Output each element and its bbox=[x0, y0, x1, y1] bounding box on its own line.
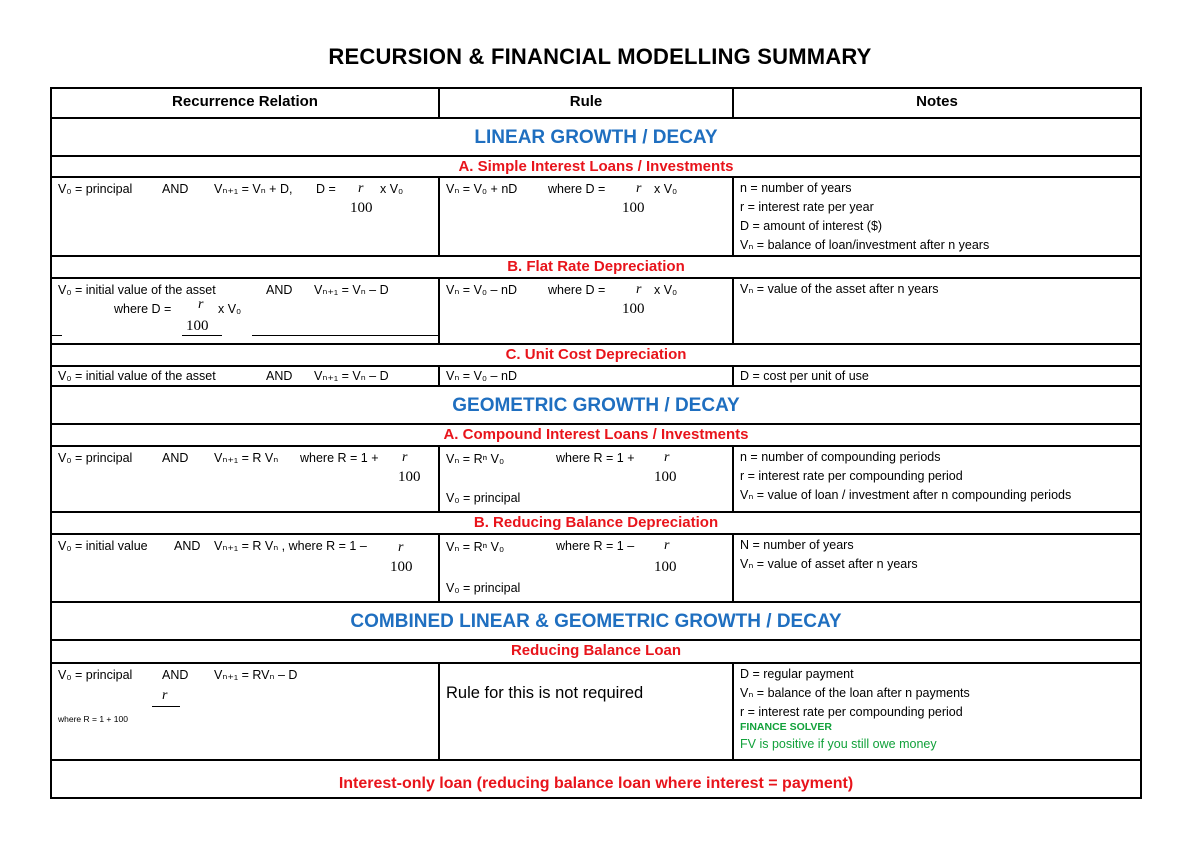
rule-r: r bbox=[664, 450, 670, 465]
relation-x-v0: x V₀ bbox=[218, 302, 242, 316]
relation-recurrence: Vₙ₊₁ = R Vₙ , where R = 1 – bbox=[214, 539, 367, 553]
note-line: Vₙ = balance of loan/investment after n years bbox=[740, 238, 990, 252]
interest-only-heading: Interest-only loan (reducing balance loan where interest = payment) bbox=[338, 775, 854, 792]
reducing-balance-loan-rule bbox=[438, 664, 732, 759]
rule-formula: Vₙ = Rⁿ V₀ bbox=[446, 452, 505, 466]
relation-v0: V₀ = principal bbox=[58, 182, 133, 196]
relation-r: r bbox=[162, 688, 168, 703]
relation-r: r bbox=[398, 540, 404, 555]
reducing-balance-heading-row bbox=[52, 511, 1140, 533]
flat-rate-notes bbox=[732, 279, 1140, 343]
relation-100: 100 bbox=[398, 469, 421, 485]
compound-interest-row bbox=[52, 445, 1140, 511]
flat-rate-relation bbox=[52, 279, 438, 343]
rule-formula: Vₙ = V₀ – nD bbox=[446, 283, 517, 297]
unit-cost-notes bbox=[732, 367, 1140, 385]
header-recurrence-relation: Recurrence Relation bbox=[172, 93, 318, 110]
relation-r: r bbox=[358, 181, 364, 196]
rule-100: 100 bbox=[622, 301, 645, 317]
compound-interest-notes bbox=[732, 447, 1140, 511]
rule-formula: Vₙ = Rⁿ V₀ bbox=[446, 540, 505, 554]
simple-interest-heading-row bbox=[52, 155, 1140, 176]
relation-d-equals: D = bbox=[316, 182, 336, 196]
simple-interest-notes bbox=[732, 178, 1140, 255]
flat-rate-row bbox=[52, 277, 1140, 343]
rule-v0-principal: V₀ = principal bbox=[446, 491, 521, 505]
page-title: RECURSION & FINANCIAL MODELLING SUMMARY bbox=[328, 44, 872, 69]
relation-and: AND bbox=[174, 539, 201, 553]
interest-only-row bbox=[52, 759, 1140, 799]
rule-where: where D = bbox=[548, 182, 606, 196]
rule-not-required: Rule for this is not required bbox=[446, 684, 644, 702]
simple-interest-heading: A. Simple Interest Loans / Investments bbox=[458, 158, 734, 175]
compound-interest-rule bbox=[438, 447, 732, 511]
rule-100: 100 bbox=[654, 469, 677, 485]
rule-where: where D = bbox=[548, 283, 606, 297]
relation-and: AND bbox=[266, 283, 293, 297]
relation-and: AND bbox=[162, 182, 189, 196]
table-header-row bbox=[52, 89, 1140, 117]
finance-solver-label: FINANCE SOLVER bbox=[740, 721, 832, 733]
relation-100: 100 bbox=[186, 318, 209, 334]
note-line: n = number of years bbox=[740, 181, 852, 195]
flat-rate-heading-row bbox=[52, 255, 1140, 277]
fv-note: FV is positive if you still owe money bbox=[740, 737, 937, 751]
rule-line bbox=[252, 335, 438, 336]
simple-interest-row bbox=[52, 176, 1140, 255]
relation-v0: V₀ = principal bbox=[58, 668, 133, 682]
note-line: r = interest rate per compounding period bbox=[740, 469, 963, 483]
relation-100: 100 bbox=[350, 200, 373, 216]
reducing-balance-loan-notes bbox=[732, 664, 1140, 759]
relation-x-v0: x V₀ bbox=[380, 182, 404, 196]
note-line: D = amount of interest ($) bbox=[740, 219, 883, 233]
simple-interest-rule bbox=[438, 178, 732, 255]
relation-v0: V₀ = principal bbox=[58, 451, 133, 465]
note-line: D = cost per unit of use bbox=[740, 369, 869, 383]
relation-recurrence: Vₙ₊₁ = Vₙ + D, bbox=[214, 182, 293, 196]
reducing-balance-loan-heading: Reducing Balance Loan bbox=[510, 642, 682, 659]
note-line: Vₙ = balance of the loan after n payments bbox=[740, 686, 970, 700]
note-line: Vₙ = value of asset after n years bbox=[740, 557, 918, 571]
rule-line bbox=[52, 335, 62, 336]
fraction-bar bbox=[152, 706, 180, 707]
rule-r: r bbox=[636, 181, 642, 196]
flat-rate-heading: B. Flat Rate Depreciation bbox=[507, 258, 685, 275]
flat-rate-rule bbox=[438, 279, 732, 343]
rule-r: r bbox=[636, 282, 642, 297]
relation-v0: V₀ = initial value of the asset bbox=[58, 369, 216, 383]
relation-and: AND bbox=[266, 369, 293, 383]
unit-cost-relation bbox=[52, 367, 438, 385]
rule-x-v0: x V₀ bbox=[654, 182, 678, 196]
linear-band-heading: LINEAR GROWTH / DECAY bbox=[474, 127, 718, 148]
relation-recurrence: Vₙ₊₁ = R Vₙ bbox=[214, 451, 279, 465]
note-line: n = number of compounding periods bbox=[740, 450, 941, 464]
relation-r: r bbox=[402, 450, 408, 465]
rule-where: where R = 1 – bbox=[556, 539, 635, 553]
combined-band-heading: COMBINED LINEAR & GEOMETRIC GROWTH / DECAY bbox=[350, 611, 842, 632]
note-line: D = regular payment bbox=[740, 667, 854, 681]
simple-interest-relation bbox=[52, 178, 438, 255]
geometric-band-row bbox=[52, 385, 1140, 423]
summary-table bbox=[50, 87, 1142, 799]
relation-where: where R = 1 + 100 bbox=[58, 714, 128, 724]
relation-where: where R = 1 + bbox=[300, 451, 379, 465]
rule-100: 100 bbox=[622, 200, 645, 216]
reducing-balance-notes bbox=[732, 535, 1140, 601]
rule-r: r bbox=[664, 538, 670, 553]
reducing-balance-loan-row bbox=[52, 662, 1140, 759]
unit-cost-row bbox=[52, 365, 1140, 385]
rule-formula: Vₙ = V₀ – nD bbox=[446, 369, 517, 383]
relation-v0: V₀ = initial value of the asset bbox=[58, 283, 216, 297]
compound-interest-relation bbox=[52, 447, 438, 511]
relation-where: where D = bbox=[114, 302, 172, 316]
note-line: Vₙ = value of loan / investment after n compounding periods bbox=[740, 488, 1072, 502]
reducing-balance-loan-relation bbox=[52, 664, 438, 759]
relation-v0: V₀ = initial value bbox=[58, 539, 148, 553]
compound-interest-heading: A. Compound Interest Loans / Investments bbox=[443, 426, 749, 443]
rule-x-v0: x V₀ bbox=[654, 283, 678, 297]
note-line: N = number of years bbox=[740, 538, 854, 552]
reducing-balance-loan-heading-row bbox=[52, 639, 1140, 662]
reducing-balance-relation bbox=[52, 535, 438, 601]
compound-interest-heading-row bbox=[52, 423, 1140, 445]
note-line: r = interest rate per compounding period bbox=[740, 705, 963, 719]
relation-and: AND bbox=[162, 451, 189, 465]
fraction-bar bbox=[182, 335, 222, 336]
header-rule: Rule bbox=[438, 89, 732, 117]
unit-cost-heading-row bbox=[52, 343, 1140, 365]
rule-formula: Vₙ = V₀ + nD bbox=[446, 182, 518, 196]
rule-where: where R = 1 + bbox=[556, 451, 635, 465]
relation-100: 100 bbox=[390, 559, 413, 575]
reducing-balance-heading: B. Reducing Balance Depreciation bbox=[473, 514, 719, 531]
note-line: r = interest rate per year bbox=[740, 200, 874, 214]
relation-r: r bbox=[198, 297, 204, 312]
reducing-balance-rule bbox=[438, 535, 732, 601]
unit-cost-rule bbox=[438, 367, 732, 385]
relation-and: AND bbox=[162, 668, 189, 682]
relation-recurrence: Vₙ₊₁ = Vₙ – D bbox=[314, 283, 389, 297]
combined-band-row bbox=[52, 601, 1140, 639]
relation-recurrence: Vₙ₊₁ = RVₙ – D bbox=[214, 668, 298, 682]
note-line: Vₙ = value of the asset after n years bbox=[740, 282, 939, 296]
geometric-band-heading: GEOMETRIC GROWTH / DECAY bbox=[452, 395, 740, 416]
relation-recurrence: Vₙ₊₁ = Vₙ – D bbox=[314, 369, 389, 383]
unit-cost-heading: C. Unit Cost Depreciation bbox=[505, 346, 687, 363]
rule-v0-principal: V₀ = principal bbox=[446, 581, 521, 595]
reducing-balance-row bbox=[52, 533, 1140, 601]
linear-band-row bbox=[52, 117, 1140, 155]
header-notes: Notes bbox=[732, 89, 1140, 117]
rule-100: 100 bbox=[654, 559, 677, 575]
